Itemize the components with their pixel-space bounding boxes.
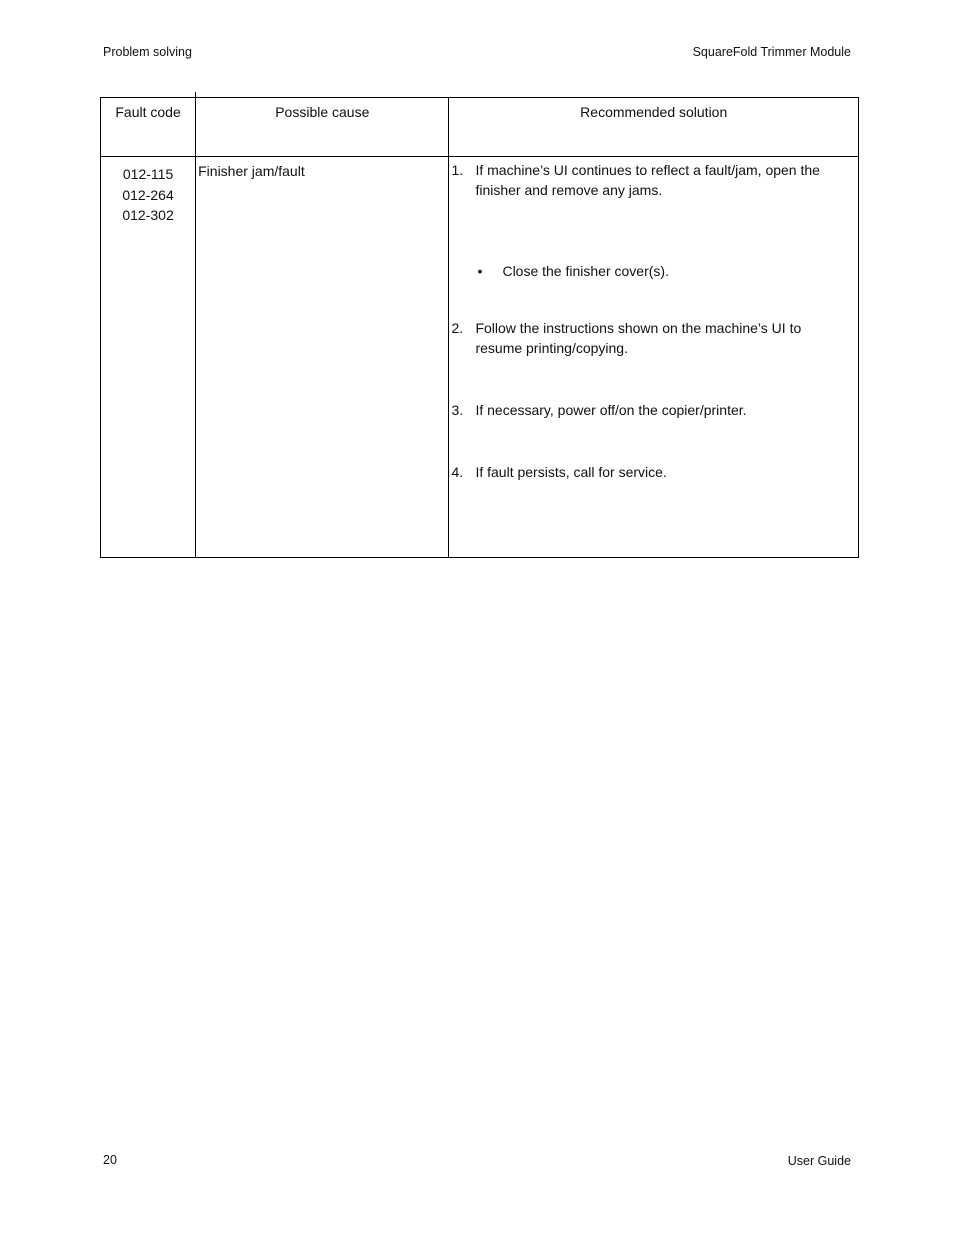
fault-code: 012-302 (122, 207, 174, 223)
step-text: Follow the instructions shown on the machine’s UI to resume printing/copying. (475, 320, 802, 356)
step-number: 4. (451, 464, 464, 480)
step-text: If necessary, power off/on the copier/printer. (475, 402, 747, 418)
running-header-title: SquareFold Trimmer Module (692, 45, 851, 59)
header-possible-cause: Possible cause (196, 98, 449, 157)
step-number: 3. (451, 402, 464, 418)
solution-step (451, 318, 840, 358)
fault-code: 012-264 (122, 186, 174, 203)
solution-step (451, 462, 840, 482)
solution-step (451, 160, 840, 200)
table-row (101, 157, 859, 558)
running-header-section: Problem solving (103, 45, 192, 59)
possible-cause-cell (196, 157, 449, 558)
header-fault-code: Fault code (101, 98, 196, 157)
header-recommended-solution: Recommended solution (449, 98, 859, 157)
fault-code-cell (101, 157, 196, 558)
step-text: If fault persists, call for service. (475, 464, 667, 480)
fault-code-table (100, 97, 859, 558)
solution-step (451, 400, 840, 420)
step-text: If machine’s UI continues to reflect a fault/jam, open the finisher and remove any jams. (475, 162, 820, 198)
fault-code: 012-115 (122, 166, 174, 182)
step-number: 1. (451, 162, 464, 178)
step-number: 2. (451, 320, 464, 336)
possible-cause-text: Finisher jam/fault (198, 163, 305, 179)
recommended-solution-cell (449, 157, 859, 558)
table-header-row (101, 98, 859, 157)
solution-bullet (451, 261, 840, 281)
page-number: 20 (103, 1153, 117, 1167)
running-footer-title: User Guide (787, 1154, 851, 1168)
bullet-text: Close the finisher cover(s). (502, 263, 669, 279)
bullet-mark: • (477, 263, 483, 279)
